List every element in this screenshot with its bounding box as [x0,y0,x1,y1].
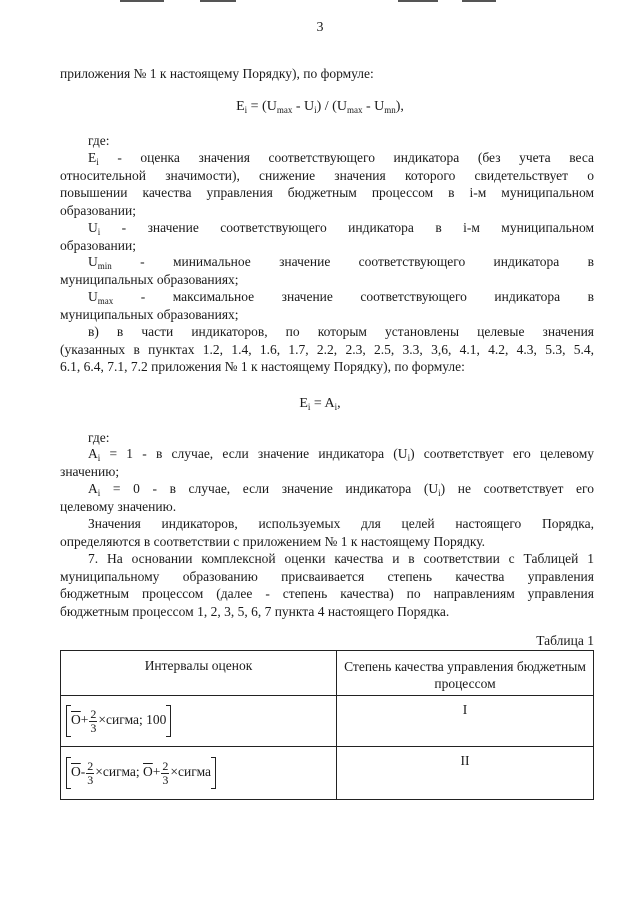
table-row-2-degree: II [336,746,594,800]
table-row-2-interval: $\overline{O}-$ $\frac{2}{3}$ ×сигма; $\overline{O}+$ $\frac{2}{3}$ ×сигма [60,746,337,800]
paragraph-values: Значения индикаторов, используемых для целей настоящего Порядка, определяются в соответствии с приложением № 1 к настоящему Порядку. [60,516,594,549]
table-row-1-interval: $\overline{O}+$ $\frac{2}{3}$ ×сигма; 100 [60,695,337,747]
table-header-degree: Степень качества управления бюджетным процессом [336,650,594,696]
formula-1: $E_i = (U_{max} - U_i) / (U_{max} - U_{mn})$, [236,99,404,115]
scan-edge-marks [0,0,640,4]
paragraph-7: 7. На основании комплексной оценки качества и в соответствии с Таблицей 1 муниципальному образованию присваивается степень качества управления бюджетным процессом (далее - степень качества) по направлениям управления бюджетным процессом 1, 2, 3, 5, 6, 7 пункта 4 настоящего Порядка. [60,551,594,619]
quality-table [60,650,594,800]
paragraph-intro: приложения № 1 к настоящему Порядку), по формуле: [60,66,374,81]
page-number: 3 [316,20,324,35]
formula-2: $E_i = A_i$, [299,396,341,412]
paragraph-v: в) в части индикаторов, по которым установлены целевые значения (указанных в пунктах 1.2, 1.4, 1.6, 1.7, 2.2, 2.3, 2.5, 3.3, 3,6, 4.1, 4.2, 4.3, 5.3, 5.4, 6.1, 6.4, 7.1, 7.2 приложения № 1 к настоящему Порядку), по формуле: [60,324,594,375]
where-label-2: где: [88,430,110,445]
definition-ai-1: $A_i = 1 - в$ случае, если значение индикатора $(U_i)$ соответствует его целевому значению; [60,446,594,479]
table-row-1-degree: I [336,695,594,747]
definition-ai-0: $A_i = 0 - в$ случае, если значение индикатора $(U_i)$ не соответствует его целевому значению. [60,481,594,514]
definition-umin: $U_{min}$ - минимальное значение соответствующего индикатора в муниципальных образованиях; [60,254,594,287]
where-label-1: где: [88,133,110,148]
table-header-intervals: Интервалы оценок [60,650,337,696]
definition-ui: $U_i$ - значение соответствующего индикатора в i-м муниципальном образовании; [60,220,594,253]
definition-umax: $U_{max}$ - максимальное значение соответствующего индикатора в муниципальных образованиях; [60,289,594,322]
table-caption: Таблица 1 [536,633,594,648]
definition-ei: $E_i$ - оценка значения соответствующего индикатора (без учета веса относительной значимости), снижение значения которого свидетельствует о повышении качества управления бюджетным процессом в i-м муниципальном образовании; [60,150,594,218]
